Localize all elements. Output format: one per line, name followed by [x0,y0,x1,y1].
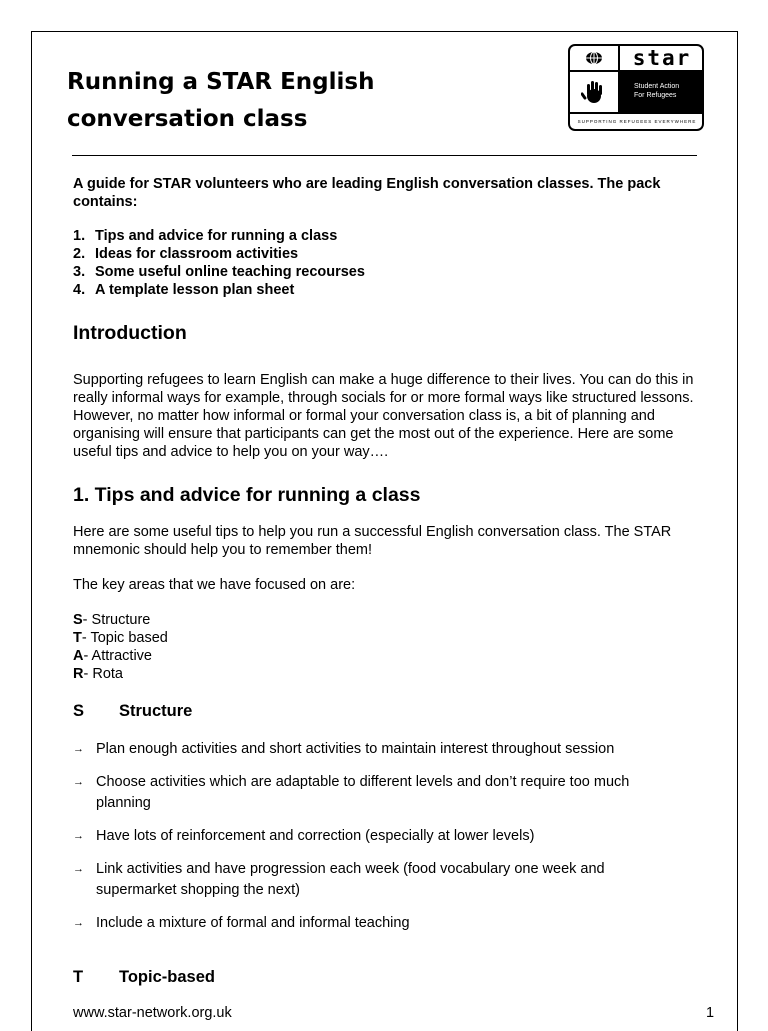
key-areas-intro: The key areas that we have focused on are: [73,577,356,593]
topic-title: Topic-based [119,968,215,986]
contents-item [73,263,365,281]
star-logo [568,44,704,131]
tip-item [73,826,673,847]
hand-icon [570,72,618,112]
tip-item [73,739,673,760]
arrow-icon: → [73,863,84,875]
mnemonic-word: - Attractive [83,648,152,664]
mnemonic-word: - Rota [83,666,123,682]
structure-title: Structure [119,702,193,720]
topic-letter: T [73,968,84,986]
contents-label: Some useful online teaching recourses [95,264,365,280]
star-mnemonic-list [73,611,168,683]
mnemonic-item [73,629,168,647]
tip-item [73,859,673,901]
section-1-paragraph: Here are some useful tips to help you run a successful English conversation class. The STAR mnemonic should help you to remember them! [73,524,672,558]
mnemonic-letter: A [73,648,84,664]
guide-intro: A guide for STAR volunteers who are leading English conversation classes. The pack contains: [73,176,661,210]
mnemonic-item [73,647,168,665]
document-title [67,64,374,138]
header-divider [72,155,697,156]
contents-label: A template lesson plan sheet [95,282,295,298]
mnemonic-item [73,665,168,683]
section-1-heading: 1. Tips and advice for running a class [73,484,421,506]
tip-item [73,772,673,814]
mnemonic-word: - Topic based [81,630,168,646]
mnemonic-word: - Structure [82,612,151,628]
structure-letter: S [73,702,85,720]
arrow-icon: → [73,917,84,929]
arrow-icon: → [73,743,84,755]
arrow-icon: → [73,776,84,788]
globe-icon [570,46,618,72]
footer-url: www.star-network.org.uk [73,1005,232,1021]
contents-label: Ideas for classroom activities [95,246,299,262]
mnemonic-letter: S [73,612,83,628]
contents-number: 3. [73,264,86,280]
mnemonic-letter: T [73,630,82,646]
logo-subtitle [620,72,704,112]
title-line-1: Running a STAR English [67,69,375,95]
structure-tips-list [73,739,673,946]
mnemonic-item [73,611,168,629]
contents-item [73,281,365,299]
tip-text: Choose activities which are adaptable to different levels and don’t require too much planning [96,774,630,811]
tip-text: Link activities and have progression each week (food vocabulary one week and supermarket shopping the next) [96,861,605,898]
contents-item [73,227,365,245]
tip-text: Have lots of reinforcement and correction (especially at lower levels) [96,828,535,844]
logo-tagline: SUPPORTING REFUGEES EVERYWHERE [570,112,704,129]
contents-number: 1. [73,228,86,244]
logo-subtitle-line-2: For Refugees [634,92,677,99]
introduction-heading: Introduction [73,322,187,344]
tip-text: Include a mixture of formal and informal teaching [96,915,410,931]
structure-heading [73,701,192,721]
contents-list [73,227,365,299]
tip-item [73,913,673,934]
title-line-2: conversation class [67,106,308,132]
contents-item [73,245,365,263]
logo-subtitle-line-1: Student Action [634,83,680,90]
page-number: 1 [706,1005,715,1021]
mnemonic-letter: R [73,666,84,682]
arrow-icon: → [73,830,84,842]
introduction-paragraph: Supporting refugees to learn English can make a huge difference to their lives. You can do this in really informal ways for example, through socials for or more formal ways like structured lessons. However, no matter how informal or formal your conversation class is, a bit of planning and organising will ensure that participants can get the most out of the experience. Here are some useful tips and advice to help you on your way…. [73,372,694,460]
tip-text: Plan enough activities and short activities to maintain interest throughout session [96,741,615,757]
topic-heading [73,967,215,987]
contents-number: 2. [73,246,86,262]
contents-number: 4. [73,282,86,298]
contents-label: Tips and advice for running a class [95,228,338,244]
logo-wordmark: star [620,46,704,72]
